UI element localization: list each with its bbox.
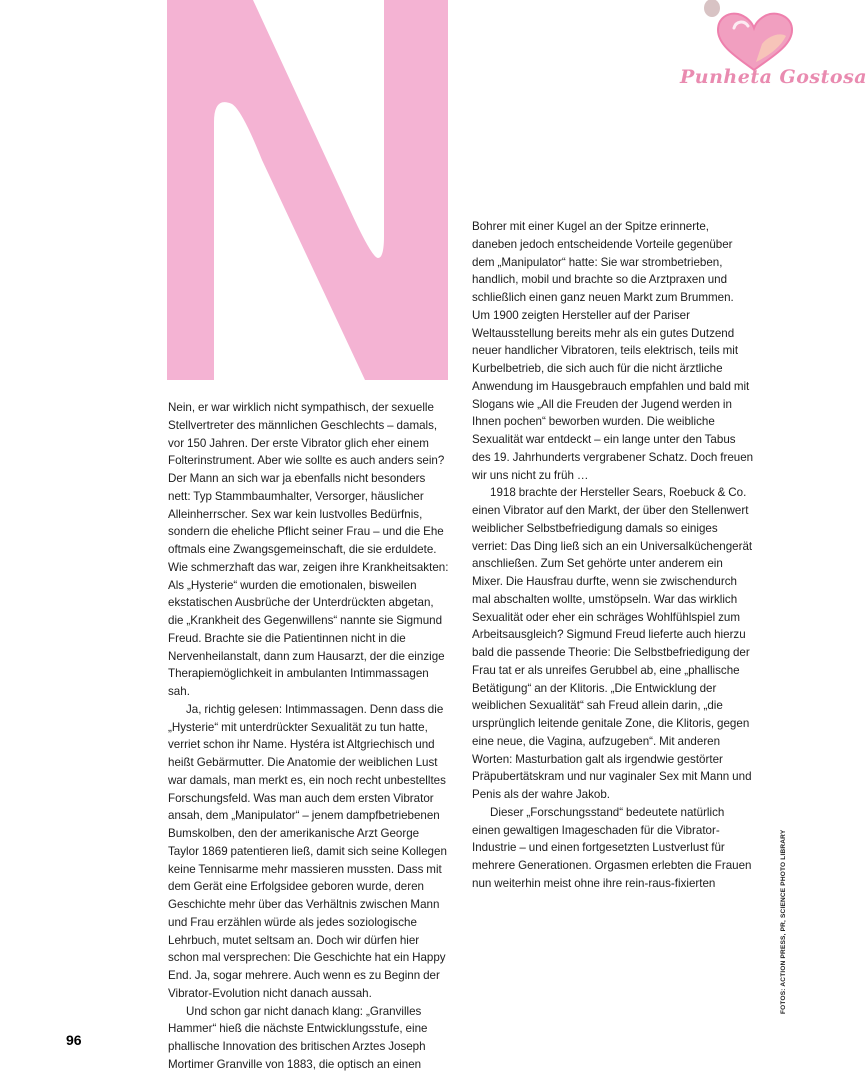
page-number: 96 — [66, 1032, 82, 1048]
article-paragraph: Bohrer mit einer Kugel an der Spitze erinnerte, daneben jedoch entscheidende Vorteile gegenüber dem „Manipulator“ hatte: Sie war strombetrieben, handlich, mobil und brachte so die Arztpraxen und schließlich einen ganz neuen Markt zum Brummen. Um 1900 zeigten Hersteller auf der Pariser Weltausstellung bereits mehr als ein gutes Dutzend neuer handlicher Vibratoren, teils elektrisch, teils mit Kurbelbetrieb, die sich auch für die nicht ärztliche Anwendung im Hausgebrauch empfahlen und bald mit Slogans wie „All die Freuden der Jugend werden in Ihnen pochen“ beworben wurden. Die weibliche Sexualität war entdeckt – ein lange unter den Tabus des 19. Jahrhunderts vergrabener Schatz. Doch freuen wir uns nicht zu früh … — [472, 220, 754, 482]
watermark-text: Punheta Gostosa — [680, 66, 867, 88]
article-paragraph: Ja, richtig gelesen: Intimmassagen. Denn dass die „Hysterie“ mit unterdrückter Sexualität zu tun hatte, verriet schon ihr Name. Hystéra ist Altgriechisch und heißt Gebärmutter. Die Anatomie der weiblichen Lust war damals, man merkt es, ein noch recht unbestelltes Forschungsfeld. Was man auch dem ersten Vibrator ansah, dem „Manipulator“ – jenem dampfbetriebenen Bumskolben, den der amerikanische Arzt George Taylor 1869 patentieren ließ, damit sich seine Kollegen keine Tennisarme mehr massieren mussten. Dass mit dem Gerät eine Erfolgsidee geboren wurde, deren Geschichte mehr über das Verhältnis zwischen Mann und Frau erzählen würde als jedes soziologische Lehrbuch, mutet seltsam an. Doch wir dürfen hier schon mal versprechen: Die Geschichte hat ein Happy End. Ja, sogar mehrere. Auch wenn es zu Beginn der Vibrator-Evolution nicht danach aussah. — [168, 702, 447, 1000]
article-paragraph: 1918 brachte der Hersteller Sears, Roebuck & Co. einen Vibrator auf den Markt, der über den Stellenwert weiblicher Selbstbefriedigung damals so einiges verriet: Das Ding ließ sich an ein Universalküchengerät anschließen. Zum Set gehörte unter anderem ein Mixer. Die Hausfrau durfte, wenn sie zwischendurch mal abschalten wollte, umstöpseln. War das wirklich Sexualität oder eher ein schräges Wohlfühlspiel zum Arbeitsausgleich? Sigmund Freud lieferte auch hierzu bald die passende Theorie: Die Selbstbefriedigung der Frau tat er als unreifes Gerubbel ab, eine „phallische Betätigung“ an der Klitoris. „Die Entwicklung der weiblichen Sexualität“ sah Freud allein darin, „die ursprünglich leitende genitale Zone, die Klitoris, gegen eine neue, die Vagina, aufzugeben“. Mit anderen Worten: Masturbation galt als irgendwie gestörter Präpubertätskram und nur vaginaler Sex mit Mann und Penis als der wahre Jakob. — [472, 486, 753, 801]
photo-credit: FOTOS: ACTION PRESS, PR, SCIENCE PHOTO LIBRARY — [780, 829, 787, 1014]
article-paragraph: Dieser „Forschungsstand“ bedeutete natürlich einen gewaltigen Imageschaden für die Vibrator-Industrie – und einen fortgesetzten Lustverlust für mehrere Generationen. Orgasmen erlebten die Frauen nun weiterhin meist ohne ihre rein-raus-fixierten — [472, 805, 752, 890]
article-column-left — [168, 399, 450, 1074]
drop-cap-n-shape — [167, 0, 448, 380]
article-paragraph: Und schon gar nicht danach klang: „Granvilles Hammer“ hieß die nächste Entwicklungsstufe, eine phallische Innovation des britischen Arztes Joseph Mortimer Granville von 1883, die optisch an einen — [168, 1004, 428, 1071]
article-paragraph: Nein, er war wirklich nicht sympathisch, der sexuelle Stellvertreter des männlichen Geschlechts – damals, vor 150 Jahren. Der erste Vibrator glich eher einem Folterinstrument. Aber wie sollte es auch anders sein? Der Mann an sich war ja ebenfalls nicht besonders nett: Typ Stammbaumhalter, Versorger, häuslicher Alleinherrscher. Sex war kein lustvolles Bedürfnis, sondern die eheliche Pflicht seiner Frau – und die Ehe oftmals eine Zwangsgemeinschaft, die sie erduldete. Wie schmerzhaft das war, zeigen ihre Krankheitsakten: Als „Hysterie“ wurden die emotionalen, bisweilen ekstatischen Ausbrüche der Unterdrückten abgetan, die „Krankheit des Gegenwillens“ nannte sie Sigmund Freud. Brachte sie die Patientinnen nicht in die Nervenheilanstalt, dann zum Hausarzt, der die einzige Therapiemöglichkeit in ambulanten Intimmassagen sah. — [168, 401, 449, 698]
article-column-right — [472, 218, 754, 893]
